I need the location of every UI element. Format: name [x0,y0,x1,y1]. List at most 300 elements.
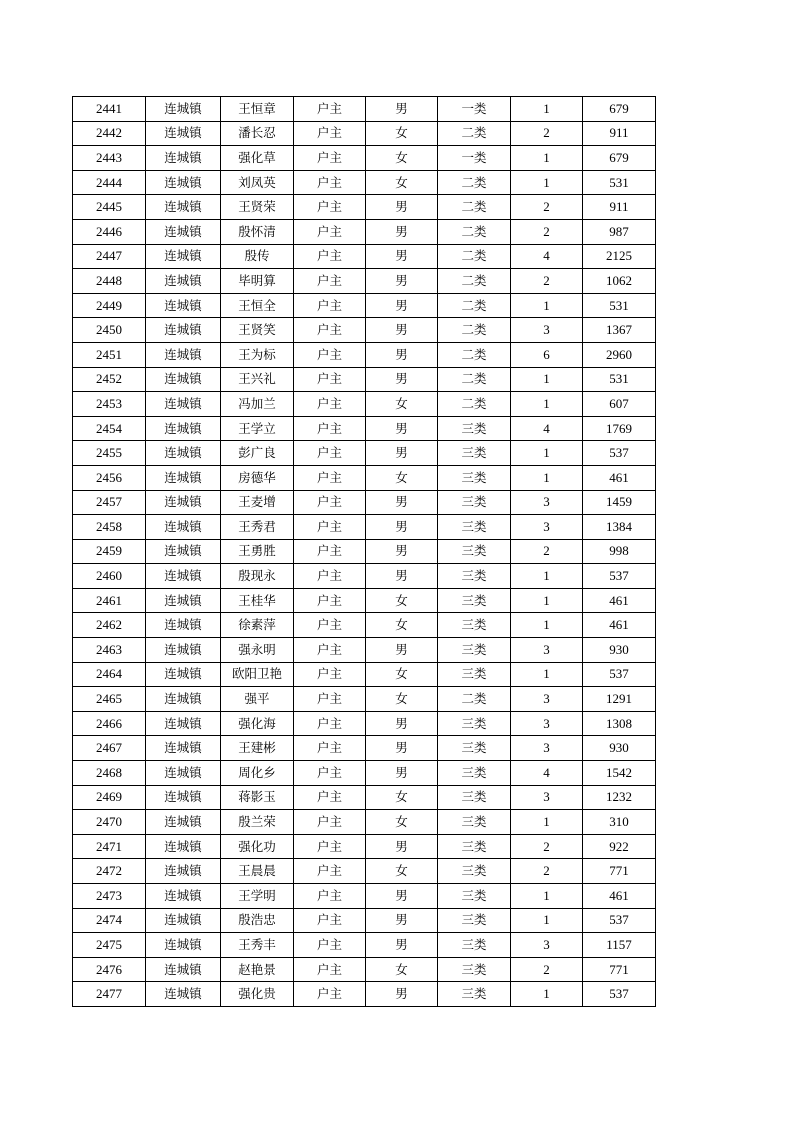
row-number-cell: 2451 [73,342,146,367]
relation-cell: 户主 [294,884,366,909]
amount-cell: 607 [583,392,656,417]
amount-cell: 537 [583,441,656,466]
amount-cell: 911 [583,195,656,220]
household-size-cell: 2 [511,957,583,982]
name-cell: 冯加兰 [221,392,294,417]
relation-cell: 户主 [294,933,366,958]
household-size-cell: 3 [511,638,583,663]
town-cell: 连城镇 [146,736,221,761]
town-cell: 连城镇 [146,933,221,958]
relation-cell: 户主 [294,957,366,982]
relation-cell: 户主 [294,170,366,195]
town-cell: 连城镇 [146,465,221,490]
name-cell: 王勇胜 [221,539,294,564]
household-size-cell: 1 [511,465,583,490]
category-cell: 二类 [438,367,511,392]
town-cell: 连城镇 [146,687,221,712]
gender-cell: 女 [366,392,438,417]
household-size-cell: 1 [511,293,583,318]
relation-cell: 户主 [294,244,366,269]
category-cell: 三类 [438,933,511,958]
row-number-cell: 2441 [73,97,146,122]
roster-table-body [73,97,656,1007]
name-cell: 徐素萍 [221,613,294,638]
name-cell: 王桂华 [221,588,294,613]
category-cell: 二类 [438,219,511,244]
gender-cell: 男 [366,97,438,122]
table-row [73,515,656,540]
row-number-cell: 2455 [73,441,146,466]
town-cell: 连城镇 [146,97,221,122]
gender-cell: 男 [366,933,438,958]
gender-cell: 男 [366,293,438,318]
roster-table [72,96,656,1007]
household-size-cell: 1 [511,884,583,909]
amount-cell: 461 [583,613,656,638]
name-cell: 殷现永 [221,564,294,589]
town-cell: 连城镇 [146,416,221,441]
row-number-cell: 2454 [73,416,146,441]
category-cell: 三类 [438,736,511,761]
town-cell: 连城镇 [146,244,221,269]
amount-cell: 461 [583,465,656,490]
name-cell: 王秀君 [221,515,294,540]
household-size-cell: 3 [511,687,583,712]
gender-cell: 男 [366,490,438,515]
relation-cell: 户主 [294,367,366,392]
row-number-cell: 2466 [73,711,146,736]
relation-cell: 户主 [294,588,366,613]
category-cell: 三类 [438,982,511,1007]
name-cell: 王恒全 [221,293,294,318]
row-number-cell: 2473 [73,884,146,909]
amount-cell: 537 [583,982,656,1007]
name-cell: 刘凤英 [221,170,294,195]
table-row [73,957,656,982]
row-number-cell: 2464 [73,662,146,687]
row-number-cell: 2449 [73,293,146,318]
relation-cell: 户主 [294,638,366,663]
table-row [73,367,656,392]
amount-cell: 537 [583,564,656,589]
table-row [73,465,656,490]
row-number-cell: 2445 [73,195,146,220]
town-cell: 连城镇 [146,392,221,417]
relation-cell: 户主 [294,392,366,417]
category-cell: 三类 [438,711,511,736]
gender-cell: 男 [366,515,438,540]
table-row [73,736,656,761]
table-row [73,810,656,835]
row-number-cell: 2444 [73,170,146,195]
table-row [73,293,656,318]
row-number-cell: 2450 [73,318,146,343]
relation-cell: 户主 [294,269,366,294]
town-cell: 连城镇 [146,711,221,736]
town-cell: 连城镇 [146,490,221,515]
gender-cell: 男 [366,195,438,220]
amount-cell: 771 [583,859,656,884]
table-row [73,884,656,909]
table-row [73,785,656,810]
town-cell: 连城镇 [146,367,221,392]
table-row [73,269,656,294]
category-cell: 三类 [438,465,511,490]
row-number-cell: 2470 [73,810,146,835]
row-number-cell: 2457 [73,490,146,515]
amount-cell: 461 [583,588,656,613]
category-cell: 三类 [438,416,511,441]
amount-cell: 987 [583,219,656,244]
relation-cell: 户主 [294,416,366,441]
category-cell: 三类 [438,638,511,663]
name-cell: 彭广良 [221,441,294,466]
town-cell: 连城镇 [146,342,221,367]
name-cell: 强化草 [221,146,294,171]
name-cell: 周化乡 [221,761,294,786]
relation-cell: 户主 [294,515,366,540]
category-cell: 三类 [438,564,511,589]
name-cell: 殷浩忠 [221,908,294,933]
row-number-cell: 2461 [73,588,146,613]
category-cell: 三类 [438,490,511,515]
category-cell: 三类 [438,539,511,564]
category-cell: 二类 [438,293,511,318]
table-row [73,588,656,613]
amount-cell: 922 [583,834,656,859]
town-cell: 连城镇 [146,269,221,294]
name-cell: 蒋影玉 [221,785,294,810]
category-cell: 二类 [438,269,511,294]
category-cell: 三类 [438,588,511,613]
amount-cell: 1769 [583,416,656,441]
gender-cell: 男 [366,736,438,761]
relation-cell: 户主 [294,687,366,712]
town-cell: 连城镇 [146,318,221,343]
household-size-cell: 2 [511,121,583,146]
row-number-cell: 2448 [73,269,146,294]
town-cell: 连城镇 [146,884,221,909]
household-size-cell: 4 [511,416,583,441]
table-row [73,441,656,466]
town-cell: 连城镇 [146,219,221,244]
household-size-cell: 1 [511,441,583,466]
gender-cell: 女 [366,588,438,613]
relation-cell: 户主 [294,441,366,466]
gender-cell: 男 [366,416,438,441]
relation-cell: 户主 [294,982,366,1007]
household-size-cell: 1 [511,392,583,417]
table-row [73,244,656,269]
name-cell: 王兴礼 [221,367,294,392]
category-cell: 三类 [438,859,511,884]
household-size-cell: 1 [511,810,583,835]
row-number-cell: 2443 [73,146,146,171]
town-cell: 连城镇 [146,539,221,564]
gender-cell: 女 [366,121,438,146]
gender-cell: 女 [366,146,438,171]
amount-cell: 1291 [583,687,656,712]
category-cell: 三类 [438,761,511,786]
row-number-cell: 2471 [73,834,146,859]
household-size-cell: 6 [511,342,583,367]
relation-cell: 户主 [294,465,366,490]
gender-cell: 男 [366,711,438,736]
table-row [73,638,656,663]
table-row [73,711,656,736]
name-cell: 殷传 [221,244,294,269]
household-size-cell: 2 [511,269,583,294]
table-row [73,342,656,367]
row-number-cell: 2465 [73,687,146,712]
row-number-cell: 2472 [73,859,146,884]
row-number-cell: 2447 [73,244,146,269]
gender-cell: 男 [366,908,438,933]
gender-cell: 女 [366,465,438,490]
town-cell: 连城镇 [146,834,221,859]
name-cell: 王贤笑 [221,318,294,343]
name-cell: 殷兰荣 [221,810,294,835]
amount-cell: 531 [583,367,656,392]
category-cell: 二类 [438,392,511,417]
category-cell: 三类 [438,785,511,810]
table-row [73,490,656,515]
name-cell: 赵艳景 [221,957,294,982]
household-size-cell: 3 [511,490,583,515]
category-cell: 二类 [438,121,511,146]
gender-cell: 女 [366,785,438,810]
household-size-cell: 4 [511,761,583,786]
amount-cell: 998 [583,539,656,564]
row-number-cell: 2458 [73,515,146,540]
category-cell: 三类 [438,515,511,540]
gender-cell: 男 [366,884,438,909]
relation-cell: 户主 [294,785,366,810]
name-cell: 殷怀清 [221,219,294,244]
gender-cell: 男 [366,342,438,367]
town-cell: 连城镇 [146,564,221,589]
table-row [73,146,656,171]
household-size-cell: 2 [511,834,583,859]
category-cell: 二类 [438,318,511,343]
household-size-cell: 3 [511,318,583,343]
amount-cell: 531 [583,170,656,195]
category-cell: 三类 [438,908,511,933]
household-size-cell: 2 [511,195,583,220]
amount-cell: 2960 [583,342,656,367]
household-size-cell: 3 [511,711,583,736]
amount-cell: 1062 [583,269,656,294]
row-number-cell: 2469 [73,785,146,810]
name-cell: 王学立 [221,416,294,441]
relation-cell: 户主 [294,711,366,736]
gender-cell: 男 [366,638,438,663]
amount-cell: 930 [583,638,656,663]
amount-cell: 1542 [583,761,656,786]
town-cell: 连城镇 [146,146,221,171]
amount-cell: 537 [583,908,656,933]
category-cell: 二类 [438,342,511,367]
relation-cell: 户主 [294,736,366,761]
gender-cell: 男 [366,761,438,786]
amount-cell: 930 [583,736,656,761]
name-cell: 欧阳卫艳 [221,662,294,687]
gender-cell: 男 [366,834,438,859]
amount-cell: 1384 [583,515,656,540]
household-size-cell: 1 [511,588,583,613]
household-size-cell: 2 [511,859,583,884]
table-row [73,170,656,195]
town-cell: 连城镇 [146,908,221,933]
gender-cell: 女 [366,810,438,835]
town-cell: 连城镇 [146,293,221,318]
household-size-cell: 1 [511,908,583,933]
gender-cell: 女 [366,859,438,884]
household-size-cell: 1 [511,97,583,122]
amount-cell: 1157 [583,933,656,958]
row-number-cell: 2476 [73,957,146,982]
name-cell: 王建彬 [221,736,294,761]
amount-cell: 310 [583,810,656,835]
town-cell: 连城镇 [146,761,221,786]
amount-cell: 531 [583,293,656,318]
name-cell: 强平 [221,687,294,712]
household-size-cell: 1 [511,564,583,589]
table-row [73,539,656,564]
amount-cell: 2125 [583,244,656,269]
gender-cell: 男 [366,367,438,392]
name-cell: 王秀丰 [221,933,294,958]
table-row [73,564,656,589]
table-row [73,318,656,343]
name-cell: 强永明 [221,638,294,663]
row-number-cell: 2460 [73,564,146,589]
relation-cell: 户主 [294,490,366,515]
amount-cell: 1367 [583,318,656,343]
town-cell: 连城镇 [146,613,221,638]
gender-cell: 男 [366,269,438,294]
amount-cell: 679 [583,146,656,171]
category-cell: 三类 [438,884,511,909]
table-row [73,613,656,638]
name-cell: 强化贵 [221,982,294,1007]
town-cell: 连城镇 [146,121,221,146]
relation-cell: 户主 [294,97,366,122]
table-row [73,859,656,884]
relation-cell: 户主 [294,564,366,589]
amount-cell: 1308 [583,711,656,736]
household-size-cell: 3 [511,785,583,810]
name-cell: 王麦增 [221,490,294,515]
name-cell: 潘长忍 [221,121,294,146]
table-row [73,195,656,220]
relation-cell: 户主 [294,810,366,835]
table-row [73,834,656,859]
row-number-cell: 2459 [73,539,146,564]
row-number-cell: 2446 [73,219,146,244]
relation-cell: 户主 [294,662,366,687]
category-cell: 二类 [438,195,511,220]
gender-cell: 女 [366,957,438,982]
town-cell: 连城镇 [146,982,221,1007]
gender-cell: 男 [366,539,438,564]
relation-cell: 户主 [294,834,366,859]
table-row [73,662,656,687]
relation-cell: 户主 [294,121,366,146]
gender-cell: 男 [366,564,438,589]
household-size-cell: 2 [511,539,583,564]
relation-cell: 户主 [294,761,366,786]
name-cell: 房德华 [221,465,294,490]
table-row [73,97,656,122]
household-size-cell: 2 [511,219,583,244]
town-cell: 连城镇 [146,810,221,835]
name-cell: 强化功 [221,834,294,859]
table-row [73,392,656,417]
gender-cell: 女 [366,662,438,687]
row-number-cell: 2462 [73,613,146,638]
gender-cell: 女 [366,613,438,638]
row-number-cell: 2468 [73,761,146,786]
gender-cell: 女 [366,170,438,195]
town-cell: 连城镇 [146,638,221,663]
amount-cell: 679 [583,97,656,122]
amount-cell: 1232 [583,785,656,810]
town-cell: 连城镇 [146,662,221,687]
name-cell: 毕明算 [221,269,294,294]
table-row [73,761,656,786]
relation-cell: 户主 [294,293,366,318]
table-row [73,982,656,1007]
gender-cell: 女 [366,687,438,712]
relation-cell: 户主 [294,318,366,343]
relation-cell: 户主 [294,146,366,171]
category-cell: 三类 [438,834,511,859]
gender-cell: 男 [366,244,438,269]
row-number-cell: 2463 [73,638,146,663]
relation-cell: 户主 [294,539,366,564]
town-cell: 连城镇 [146,195,221,220]
household-size-cell: 3 [511,736,583,761]
table-row [73,219,656,244]
amount-cell: 771 [583,957,656,982]
row-number-cell: 2456 [73,465,146,490]
category-cell: 三类 [438,441,511,466]
amount-cell: 461 [583,884,656,909]
town-cell: 连城镇 [146,588,221,613]
town-cell: 连城镇 [146,957,221,982]
row-number-cell: 2467 [73,736,146,761]
relation-cell: 户主 [294,613,366,638]
town-cell: 连城镇 [146,170,221,195]
relation-cell: 户主 [294,342,366,367]
gender-cell: 男 [366,318,438,343]
household-size-cell: 4 [511,244,583,269]
category-cell: 一类 [438,146,511,171]
household-size-cell: 1 [511,613,583,638]
gender-cell: 男 [366,441,438,466]
amount-cell: 911 [583,121,656,146]
town-cell: 连城镇 [146,859,221,884]
household-size-cell: 1 [511,170,583,195]
table-row [73,908,656,933]
name-cell: 王学明 [221,884,294,909]
amount-cell: 537 [583,662,656,687]
category-cell: 三类 [438,957,511,982]
household-size-cell: 3 [511,933,583,958]
household-size-cell: 1 [511,662,583,687]
row-number-cell: 2442 [73,121,146,146]
